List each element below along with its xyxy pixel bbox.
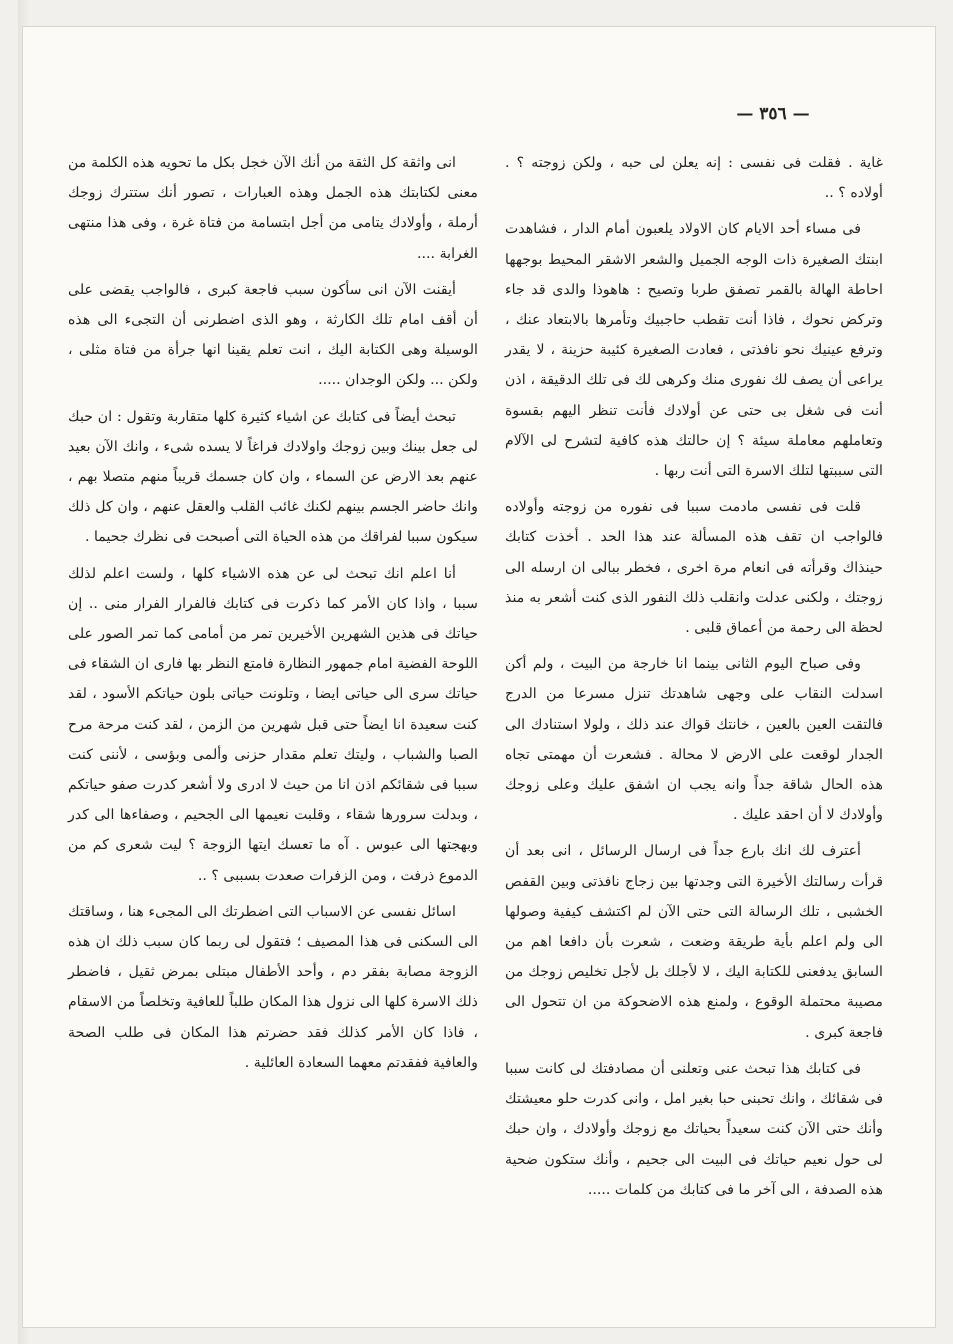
paragraph: اسائل نفسى عن الاسباب التى اضطرتك الى المجىء هنا ، وساقتك الى السكنى فى هذا المصيف ؛ فتقول لى ربما كان سبب ذلك ان هذه الزوجة مصابة بفقر دم ، وأحد الأطفال مبتلى بمرض ثقيل ، فاضطر ذلك الاسرة كلها الى نزول هذا المكان طلباً للعافية وتخلصاً من الاسقام ، فاذا كان الأمر كذلك فقد حضرتم هذا المكان فى طلب الصحة والعافية ففقدتم معهما السعادة العائلية . [68, 903, 478, 1071]
paragraph: أنا اعلم انك تبحث لى عن هذه الاشياء كلها ، ولست اعلم لذلك سببا ، واذا كان الأمر كما ذكرت فى كتابك فالفرار الفرار منى .. إن حياتك فى هذين الشهرين الأخيرين تمر من أمامى كما تمر الصور على اللوحة الفضية امام جمهور النظارة فامتع النظر بها فارى ان الشقاء فى حياتك سرى الى حياتى ايضا ، وتلونت حياتى بلون حياتكم الأسود ، لقد كنت سعيدة انا ايضاً حتى قبل شهرين من الزمن ، لقد كنت مرحة مرح الصبا والشباب ، وليتك تعلم مقدار حزنى وألمى وبؤسى ، لأننى كنت سببا فى شقائكم اذن انا من حيث لا ادرى ولا أشعر كدرت صفو حياتكم ، وبدلت سرورها شقاء ، وقلبت نعيمها الى الجحيم ، وصفاءها الى كدر وبهجتها الى عبوس . آه ما تعسك ايتها الزوجة ؟ ليت شعرى كم من الدموع ذرفت ، ومن الزفرات صعدت بسببى ؟ .. [68, 565, 478, 884]
paragraph: وفى صباح اليوم الثانى بينما انا خارجة من البيت ، ولم أكن اسدلت النقاب على وجهى شاهدتك تنزل مسرعا من الدرج فالتقت العين بالعين ، خانتك قواك عند ذلك ، ولولا استنادك الى الجدار لوقعت على الارض لا محالة . فشعرت أن مهمتى تجاه هذه الحال شاقة جداً وانه يجب ان اشفق عليك وعلى زوجك وأولادك لا أن احقد عليك . [505, 656, 883, 824]
paragraph: فى مساء أحد الايام كان الاولاد يلعبون أمام الدار ، فشاهدت ابنتك الصغيرة ذات الوجه الجميل والشعر الاشقر المحيط بوجهها احاطة الهالة بالقمر تصفق طربا وتصيح : هاهوذا والدى قد جاء وتركض نحوك ، فاذا أنت تقطب حاجبيك وتأمرها بالابتعاد عنك ، وترفع عينيك نحو نافذتى ، فعادت الصغيرة كئيبة حزينة ، لا يقدر يراعى أن يصف لك نفورى منك وكرهى لك فى تلك الدقيقة ، اذن أنت فى شغل بى حتى عن أولادك فأنت تنظر اليهم بقسوة وتعاملهم معاملة سيئة ؟ إن حالتك هذه كافية لتشرح لى الآلام التى سببتها لتلك الاسرة التى أنت ربها . [505, 221, 883, 480]
paragraph: أيقنت الآن انى سأكون سبب فاجعة كبرى ، فالواجب يقضى على أن أقف امام تلك الكارثة ، وهو الذى اضطرنى أن التجىء الى هذه الوسيلة وهى الكتابة اليك ، انت تعلم يقينا انها جرأة من فتاة مثلى ، ولكن ... ولكن الوجدان ..... [68, 281, 478, 389]
paragraph: غاية . فقلت فى نفسى : إنه يعلن لى حبه ، ولكن زوجته ؟ . أولاده ؟ .. [505, 155, 883, 202]
page-number: — ٣٥٦ — [736, 104, 810, 124]
paragraph: أعترف لك انك بارع جداً فى ارسال الرسائل ، انى بعد أن قرأت رسالتك الأخيرة التى وجدتها بين زجاج نافذتى وبين القفص الخشبى ، تلك الرسالة التى حتى الآن لم اكتشف كيفية وصولها الى ولم اعلم بأية طريقة وضعت ، شعرت بأن دافعا اهم من السابق يدفعنى للكتابة اليك ، لا لأجلك بل لأجل تخليص زوجك من مصيبة محتملة الوقوع ، ولمنع هذه الاضحوكة من ان تتحول الى فاجعة كبرى . [505, 843, 883, 1041]
left-column [68, 148, 478, 1084]
paragraph: انى واثقة كل الثقة من أنك الآن خجل بكل ما تحويه هذه الكلمة من معنى لكتابتك هذه الجمل وهذه العبارات ، تصور أنك ستترك زوجك أرملة ، وأولادك يتامى من أجل ابتسامة من فتاة غرة ، وفى هذا منتهى الغرابة .... [68, 155, 478, 262]
paragraph: قلت فى نفسى مادمت سببا فى نفوره من زوجته وأولاده فالواجب ان تقف هذه المسألة عند هذا الحد . أخذت كتابك حينذاك وقرأته فى انعام مرة اخرى ، فخطر ببالى ان ارسله الى زوجتك ، ولكنى عدلت وانقلب ذلك النفور الذى كنت أشعر به منذ لحظة الى رحمة من أعماق قلبى . [505, 499, 883, 637]
paragraph: تبحث أيضاً فى كتابك عن اشياء كثيرة كلها متقاربة وتقول : ان حبك لى جعل بينك وبين زوجك واولادك فراغاً لا يسده شىء ، وانك الآن بعيد عنهم بعد الارض عن السماء ، وان كان جسمك قريباً منهم متصلا بهم ، وانك حاضر الجسم بينهم لكنك غائب القلب والعقل عنهم ، وان كل ذلك سيكون سببا لفراقك من هذه الحياة التى أصبحت فى نظرك جحيما . [68, 408, 478, 546]
right-column [505, 148, 883, 1211]
paragraph: فى كتابك هذا تبحث عنى وتعلنى أن مصادفتك لى كانت سببا فى شقائك ، وانك تحبنى حبا بغير امل ، وانى كدرت حلو معيشتك وأنك حتى الآن كنت سعيداً بحياتك مع زوجك وأولادك ، وان حبك لى حول نعيم حياتك فى البيت الى جحيم ، وأنك ستكون ضحية هذه الصدفة ، الى آخر ما فى كتابك من كلمات ..... [505, 1060, 883, 1198]
